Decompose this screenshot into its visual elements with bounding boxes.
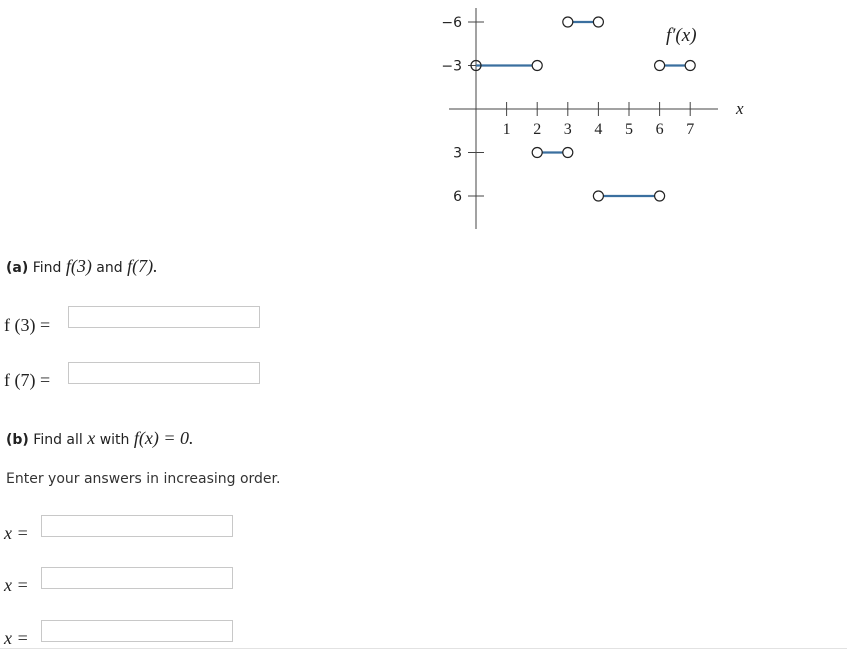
- segment-4-endpoint-right: [655, 191, 665, 201]
- y-tick-label--3: 3: [453, 145, 462, 162]
- x-tick-label-1: 1: [502, 121, 511, 138]
- answer-input-x2[interactable]: [41, 567, 233, 589]
- derivative-graph: [0, 0, 847, 240]
- answer-row-f7: [4, 367, 50, 393]
- part-b-label: (b): [6, 432, 29, 448]
- graph-ticks: [441, 15, 694, 205]
- instruction-text: Enter your answers in increasing order.: [6, 471, 281, 487]
- answer-label-f3: f (3) =: [4, 314, 51, 335]
- answer-row-x2: [4, 572, 29, 598]
- segment-5-endpoint-right: [685, 61, 695, 71]
- answer-row-x1: [4, 520, 29, 546]
- part-a-label: (a): [6, 260, 29, 276]
- answer-input-f7[interactable]: [68, 362, 260, 384]
- y-tick-label-3: −3: [441, 58, 462, 75]
- part-a-title: [6, 256, 158, 277]
- part-a-expr1: f(3): [65, 256, 92, 276]
- answer-label-f7: f (7) =: [4, 369, 51, 390]
- part-b-find-text: Find all: [33, 432, 83, 448]
- x-tick-label-6: 6: [655, 121, 664, 138]
- segment-1-endpoint-left: [471, 61, 481, 71]
- bottom-divider: [0, 648, 847, 649]
- part-b-var: x: [87, 428, 96, 448]
- segment-3-endpoint-right: [593, 17, 603, 27]
- part-b-with-text: with: [99, 432, 130, 448]
- part-a-and-text: and: [96, 260, 123, 276]
- answer-input-x1[interactable]: [41, 515, 233, 537]
- x-tick-label-2: 2: [533, 121, 542, 138]
- segment-2-endpoint-right: [563, 148, 573, 158]
- part-a-expr2: f(7).: [127, 256, 158, 276]
- x-tick-label-7: 7: [686, 121, 695, 138]
- part-a-find-text: Find: [32, 260, 62, 276]
- y-tick-label-6: −6: [441, 15, 462, 31]
- segment-5-endpoint-left: [655, 61, 665, 71]
- answer-row-f3: [4, 312, 50, 338]
- answer-input-f3[interactable]: [68, 306, 260, 328]
- segment-2-endpoint-left: [532, 148, 542, 158]
- segment-3-endpoint-left: [563, 17, 573, 27]
- answer-label-x3: x =: [4, 627, 29, 648]
- part-b-expr: f(x) = 0.: [133, 428, 194, 448]
- function-label: f′(x): [666, 25, 697, 46]
- answer-label-x1: x =: [4, 522, 29, 543]
- segment-1-endpoint-right: [532, 61, 542, 71]
- x-axis-label: x: [736, 99, 744, 118]
- x-tick-label-4: 4: [594, 121, 603, 138]
- x-tick-label-5: 5: [625, 121, 633, 138]
- answer-label-x2: x =: [4, 574, 29, 595]
- x-tick-label-3: 3: [563, 121, 572, 138]
- y-tick-label--6: 6: [453, 189, 462, 205]
- part-b-title: [6, 428, 193, 449]
- answer-input-x3[interactable]: [41, 620, 233, 642]
- segment-4-endpoint-left: [593, 191, 603, 201]
